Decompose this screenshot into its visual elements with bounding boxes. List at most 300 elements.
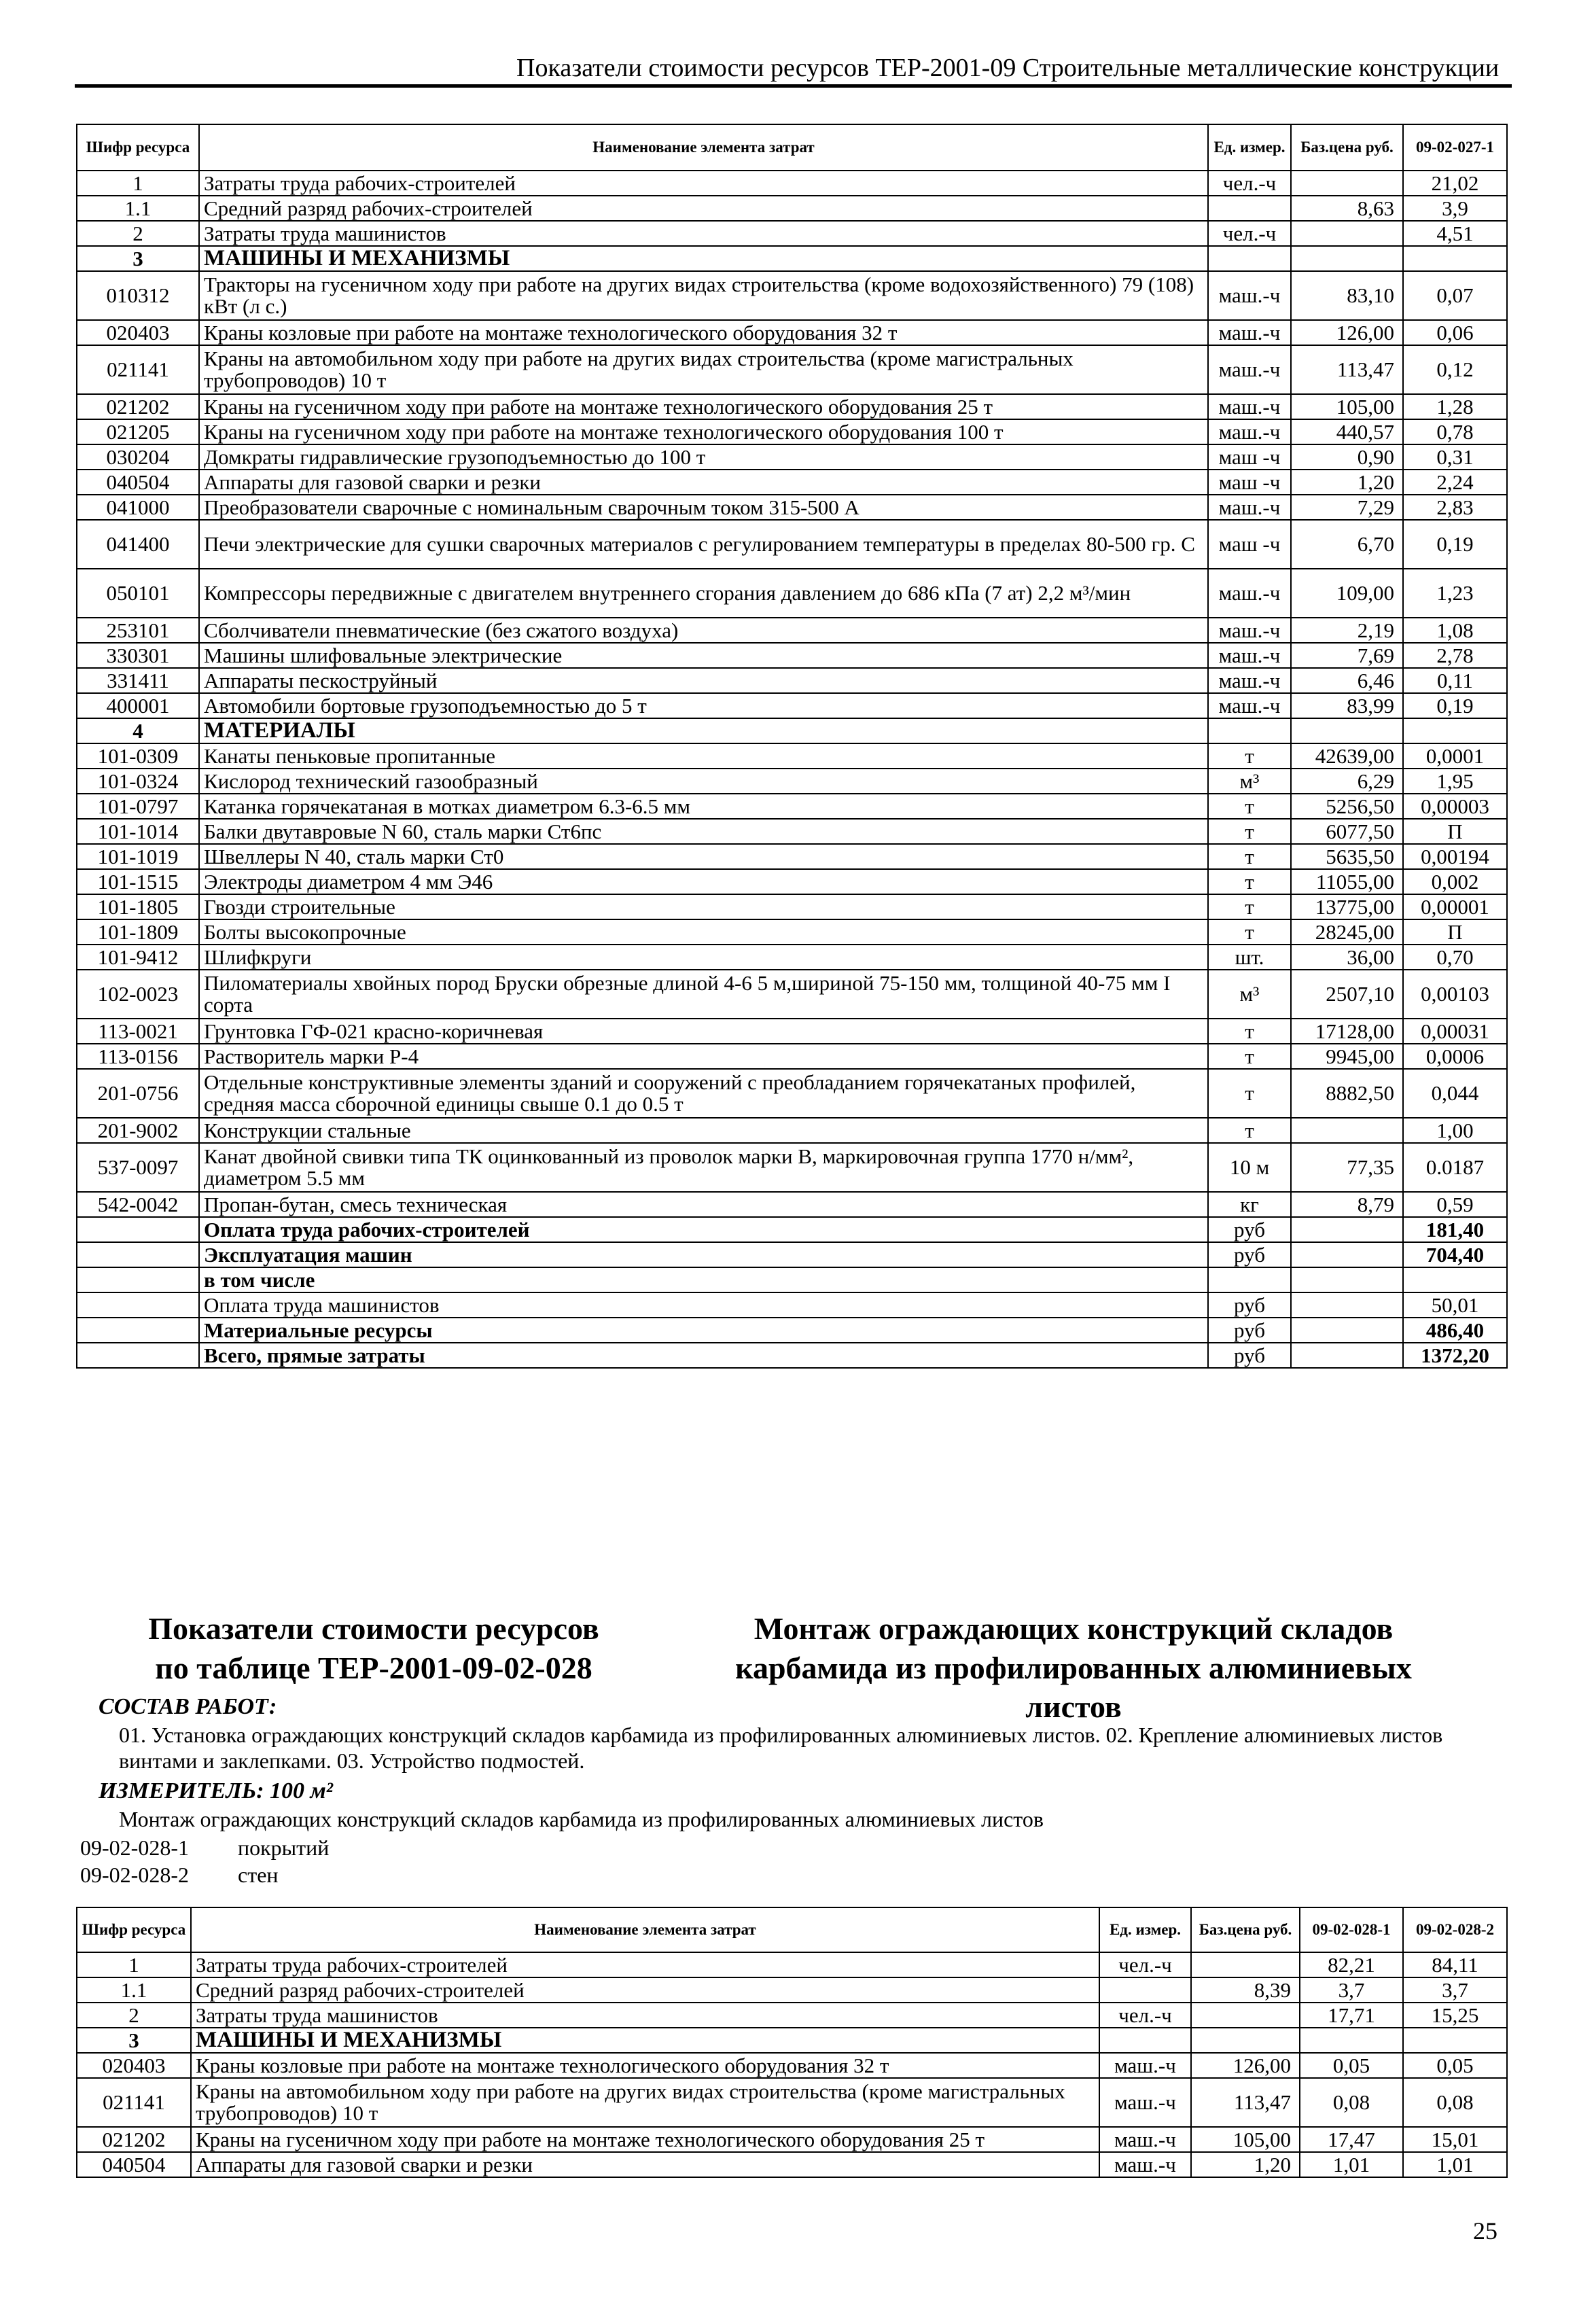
base-price-cell: 13775,00 (1291, 894, 1403, 919)
resource-name: Краны на гусеничном ходу при работе на монтаже технологического оборудования 25 т (199, 394, 1208, 419)
header-col-028-1: 09-02-028-1 (1300, 1907, 1403, 1952)
value-cell-1: 1,28 (1403, 394, 1507, 419)
empty-cell (77, 1267, 199, 1292)
table-row (77, 2053, 1507, 2078)
value-cell-1: 1,95 (1403, 769, 1507, 794)
table-header-row (77, 1907, 1507, 1952)
meter-label: ИЗМЕРИТЕЛЬ: 100 м² (99, 1778, 333, 1803)
work-composition-label: СОСТАВ РАБОТ: (99, 1694, 277, 1719)
resource-code: 101-1809 (77, 919, 199, 945)
base-price-cell: 8,79 (1291, 1192, 1403, 1217)
resources-table-027 (76, 124, 1508, 1369)
base-price-cell: 77,35 (1291, 1143, 1403, 1192)
resource-name: Краны на автомобильном ходу при работе на других видах строительства (кроме магистральных трубопроводов) 10 т (191, 2078, 1099, 2127)
unit-cell: т (1208, 1069, 1291, 1118)
resource-name: Краны на гусеничном ходу при работе на монтаже технологического оборудования 25 т (191, 2127, 1099, 2152)
resource-code: 101-1014 (77, 819, 199, 844)
table-row (77, 1977, 1507, 2003)
resource-code: 3 (77, 2028, 191, 2053)
base-price-cell (1291, 718, 1403, 743)
unit-cell: м³ (1208, 970, 1291, 1019)
resource-name: Аппараты пескоструйный (199, 668, 1208, 693)
total-value: 181,40 (1403, 1217, 1507, 1242)
value-cell-1: 4,51 (1403, 221, 1507, 246)
resource-code: 201-0756 (77, 1069, 199, 1118)
resource-name: Тракторы на гусеничном ходу при работе на других видах строительства (кроме водохозяйственного) 79 (108) кВт (л с.) (199, 271, 1208, 320)
empty-cell (1291, 1267, 1403, 1292)
meter-text: Монтаж ограждающих конструкций складов карбамида из профилированных алюминиевых листов (119, 1807, 1044, 1831)
unit-cell: т (1208, 819, 1291, 844)
unit-cell: руб (1208, 1292, 1291, 1318)
base-price-cell: 28245,00 (1291, 919, 1403, 945)
unit-cell: маш.-ч (1208, 618, 1291, 643)
resource-code: 101-0309 (77, 743, 199, 769)
empty-cell (1291, 1242, 1403, 1267)
value-cell-1: 1,23 (1403, 569, 1507, 618)
value-cell-1: 0,06 (1403, 320, 1507, 345)
value-cell-1: 0,00003 (1403, 794, 1507, 819)
unit-cell: т (1208, 1044, 1291, 1069)
base-price-cell: 17128,00 (1291, 1019, 1403, 1044)
table-row (77, 419, 1507, 444)
base-price-cell: 42639,00 (1291, 743, 1403, 769)
table-row (77, 2078, 1507, 2127)
table-row (77, 1044, 1507, 1069)
resource-name: Сболчиватели пневматические (без сжатого воздуха) (199, 618, 1208, 643)
unit-cell: т (1208, 894, 1291, 919)
table-row (77, 196, 1507, 221)
resource-code: 020403 (77, 2053, 191, 2078)
unit-cell (1099, 2028, 1191, 2053)
total-label: Оплата труда машинистов (199, 1292, 1208, 1318)
value-cell-1: П (1403, 819, 1507, 844)
unit-cell: руб (1208, 1217, 1291, 1242)
table-row (77, 444, 1507, 470)
unit-cell: маш.-ч (1099, 2127, 1191, 2152)
resource-name: Балки двутавровые N 60, сталь марки Ст6пс (199, 819, 1208, 844)
table-row (77, 394, 1507, 419)
value-cell-1: 0,0001 (1403, 743, 1507, 769)
value-cell-1: 0,07 (1403, 271, 1507, 320)
section-row (77, 718, 1507, 743)
resource-code: 101-1019 (77, 844, 199, 869)
table-row (77, 1192, 1507, 1217)
resource-code: 021205 (77, 419, 199, 444)
empty-cell (1291, 1318, 1403, 1343)
value-cell-1: 3,9 (1403, 196, 1507, 221)
resource-name: Канаты пеньковые пропитанные (199, 743, 1208, 769)
table-row (77, 1118, 1507, 1143)
resource-code: 010312 (77, 271, 199, 320)
base-price-cell: 6077,50 (1291, 819, 1403, 844)
table-row (77, 1143, 1507, 1192)
unit-cell: маш.-ч (1208, 394, 1291, 419)
resource-name: Затраты труда машинистов (199, 221, 1208, 246)
total-value: 50,01 (1403, 1292, 1507, 1318)
base-price-cell: 6,29 (1291, 769, 1403, 794)
resource-code: 101-0797 (77, 794, 199, 819)
unit-cell: т (1208, 869, 1291, 894)
empty-cell (77, 1318, 199, 1343)
base-price-cell (1291, 221, 1403, 246)
header-price: Баз.цена руб. (1291, 124, 1403, 171)
resource-code: 040504 (77, 470, 199, 495)
resource-code: 113-0021 (77, 1019, 199, 1044)
base-price-cell (1191, 1952, 1300, 1977)
empty-cell (1291, 1292, 1403, 1318)
value-cell-1: 0.0187 (1403, 1143, 1507, 1192)
resource-code: 020403 (77, 320, 199, 345)
item-code-1: 09-02-028-1 (80, 1835, 189, 1860)
total-label: Всего, прямые затраты (199, 1343, 1208, 1368)
total-label: Эксплуатация машин (199, 1242, 1208, 1267)
header-name: Наименование элемента затрат (191, 1907, 1099, 1952)
total-label: Материальные ресурсы (199, 1318, 1208, 1343)
value-cell-1: 1,01 (1300, 2152, 1403, 2177)
section-title-left: Показатели стоимости ресурсов по таблице ТЕР-2001-09-02-028 (148, 1611, 599, 1685)
header-price: Баз.цена руб. (1191, 1907, 1300, 1952)
base-price-cell: 83,99 (1291, 693, 1403, 718)
resource-code: 2 (77, 221, 199, 246)
base-price-cell: 5635,50 (1291, 844, 1403, 869)
resource-name: Затраты труда машинистов (191, 2003, 1099, 2028)
resource-name: Растворитель марки Р-4 (199, 1044, 1208, 1069)
table-row (77, 743, 1507, 769)
resource-code: 041400 (77, 520, 199, 569)
header-unit: Ед. измер. (1208, 124, 1291, 171)
table-row (77, 569, 1507, 618)
value-cell-1: 0,002 (1403, 869, 1507, 894)
resource-name: Машины шлифовальные электрические (199, 643, 1208, 668)
unit-cell: чел.-ч (1099, 1952, 1191, 1977)
base-price-cell: 105,00 (1191, 2127, 1300, 2152)
resource-code: 1 (77, 1952, 191, 1977)
table-row (77, 171, 1507, 196)
resource-code: 041000 (77, 495, 199, 520)
unit-cell: маш.-ч (1208, 668, 1291, 693)
table-row (77, 345, 1507, 394)
value-cell-1: 0,19 (1403, 520, 1507, 569)
resource-name: МАШИНЫ И МЕХАНИЗМЫ (191, 2028, 1099, 2053)
value-cell-1: 1,08 (1403, 618, 1507, 643)
resource-name: Средний разряд рабочих-строителей (191, 1977, 1099, 2003)
resource-name: Преобразователи сварочные с номинальным сварочным током 315-500 А (199, 495, 1208, 520)
resource-name: Грунтовка ГФ-021 красно-коричневая (199, 1019, 1208, 1044)
base-price-cell: 2507,10 (1291, 970, 1403, 1019)
total-value: 1372,20 (1403, 1343, 1507, 1368)
resource-code: 1.1 (77, 1977, 191, 2003)
resource-code: 101-1515 (77, 869, 199, 894)
resource-name: Краны на гусеничном ходу при работе на монтаже технологического оборудования 100 т (199, 419, 1208, 444)
resource-name: Затраты труда рабочих-строителей (199, 171, 1208, 196)
value-cell-1: 0,78 (1403, 419, 1507, 444)
base-price-cell: 1,20 (1291, 470, 1403, 495)
unit-cell: маш.-ч (1099, 2078, 1191, 2127)
unit-cell (1208, 718, 1291, 743)
resource-name: Швеллеры N 40, сталь марки Ст0 (199, 844, 1208, 869)
base-price-cell (1291, 1118, 1403, 1143)
unit-cell: маш -ч (1208, 444, 1291, 470)
base-price-cell: 7,69 (1291, 643, 1403, 668)
work-composition-text: 01. Установка ограждающих конструкций складов карбамида из профилированных алюминиевых листов. 02. Крепление алюминиевых листов винтами и заклепками. 03. Устройство подмостей. (119, 1723, 1443, 1774)
table-row (77, 970, 1507, 1019)
value-cell-1: 0,31 (1403, 444, 1507, 470)
resource-code: 1.1 (77, 196, 199, 221)
table-row (77, 2152, 1507, 2177)
resource-code: 3 (77, 246, 199, 271)
table-row (77, 869, 1507, 894)
resource-name: Аппараты для газовой сварки и резки (199, 470, 1208, 495)
item-label-2: стен (238, 1863, 279, 1887)
table-row (77, 1019, 1507, 1044)
unit-cell: руб (1208, 1343, 1291, 1368)
value-cell-1: 0,70 (1403, 945, 1507, 970)
header-rule (75, 84, 1512, 88)
unit-cell: маш -ч (1208, 470, 1291, 495)
resource-code: 101-1805 (77, 894, 199, 919)
base-price-cell: 8,63 (1291, 196, 1403, 221)
table-header-row (77, 124, 1507, 171)
base-price-cell: 1,20 (1191, 2152, 1300, 2177)
value-cell-1: 21,02 (1403, 171, 1507, 196)
resource-name: Компрессоры передвижные с двигателем внутреннего сгорания давлением до 686 кПа (7 ат) 2,2 м³/мин (199, 569, 1208, 618)
resource-code: 253101 (77, 618, 199, 643)
base-price-cell: 2,19 (1291, 618, 1403, 643)
table-row (77, 945, 1507, 970)
unit-cell: т (1208, 919, 1291, 945)
base-price-cell: 5256,50 (1291, 794, 1403, 819)
section-row (77, 246, 1507, 271)
base-price-cell: 113,47 (1191, 2078, 1300, 2127)
table-row (77, 2127, 1507, 2152)
resource-name: Затраты труда рабочих-строителей (191, 1952, 1099, 1977)
total-value: 486,40 (1403, 1318, 1507, 1343)
unit-cell: т (1208, 743, 1291, 769)
table-row (77, 1069, 1507, 1118)
unit-cell: шт. (1208, 945, 1291, 970)
unit-cell: маш.-ч (1208, 271, 1291, 320)
value-cell-1: 17,47 (1300, 2127, 1403, 2152)
base-price-cell: 105,00 (1291, 394, 1403, 419)
page-number: 25 (1473, 2217, 1497, 2244)
table-row (77, 320, 1507, 345)
resource-name: Отдельные конструктивные элементы зданий и сооружений с преобладанием горячекатаных профилей, средняя масса сборочной единицы свыше 0.1 до 0.5 т (199, 1069, 1208, 1118)
section-title-right: Монтаж ограждающих конструкций складов карбамида из профилированных алюминиевых листов (735, 1611, 1412, 1724)
table-row (77, 794, 1507, 819)
unit-cell: 10 м (1208, 1143, 1291, 1192)
resource-name: Конструкции стальные (199, 1118, 1208, 1143)
resource-name: Канат двойной свивки типа ТК оцинкованный из проволок марки В, маркировочная группа 1770 н/мм², диаметром 5.5 мм (199, 1143, 1208, 1192)
base-price-cell: 126,00 (1191, 2053, 1300, 2078)
value-cell-1: 2,78 (1403, 643, 1507, 668)
value-cell-1: 0,0006 (1403, 1044, 1507, 1069)
header-unit: Ед. измер. (1099, 1907, 1191, 1952)
base-price-cell: 8,39 (1191, 1977, 1300, 2003)
unit-cell: т (1208, 794, 1291, 819)
total-row (77, 1242, 1507, 1267)
total-row (77, 1267, 1507, 1292)
empty-cell (1291, 1343, 1403, 1368)
resource-name: МАТЕРИАЛЫ (199, 718, 1208, 743)
header-code: Шифр ресурса (77, 1907, 191, 1952)
value-cell-1: 0,08 (1300, 2078, 1403, 2127)
table-row (77, 470, 1507, 495)
value-cell-1: 0,00194 (1403, 844, 1507, 869)
resource-name: Аппараты для газовой сварки и резки (191, 2152, 1099, 2177)
empty-cell (77, 1292, 199, 1318)
table-row (77, 769, 1507, 794)
empty-cell (77, 1242, 199, 1267)
table-body (77, 1952, 1507, 2177)
resource-name: Пропан-бутан, смесь техническая (199, 1192, 1208, 1217)
total-value: 704,40 (1403, 1242, 1507, 1267)
resource-name: Краны на автомобильном ходу при работе на других видах строительства (кроме магистральных трубопроводов) 10 т (199, 345, 1208, 394)
resource-name: Краны козловые при работе на монтаже технологического оборудования 32 т (191, 2053, 1099, 2078)
resource-code: 4 (77, 718, 199, 743)
unit-cell: маш.-ч (1099, 2152, 1191, 2177)
value-cell-1: 3,7 (1300, 1977, 1403, 2003)
resource-name: Гвозди строительные (199, 894, 1208, 919)
table-row (77, 819, 1507, 844)
table-row (77, 693, 1507, 718)
table-row (77, 221, 1507, 246)
item-label-1: покрытий (238, 1835, 330, 1860)
base-price-cell: 126,00 (1291, 320, 1403, 345)
unit-cell: маш.-ч (1208, 345, 1291, 394)
resource-code: 040504 (77, 2152, 191, 2177)
value-cell-1: 0,12 (1403, 345, 1507, 394)
unit-cell: руб (1208, 1242, 1291, 1267)
value-cell-2: 15,25 (1403, 2003, 1507, 2028)
page-header: Показатели стоимости ресурсов ТЕР-2001-09 Строительные металлические конструкции (516, 54, 1500, 82)
empty-cell (77, 1343, 199, 1368)
unit-cell: маш.-ч (1208, 693, 1291, 718)
resource-name: Краны козловые при работе на монтаже технологического оборудования 32 т (199, 320, 1208, 345)
table-row (77, 1952, 1507, 1977)
resource-code: 101-9412 (77, 945, 199, 970)
unit-cell: маш -ч (1208, 520, 1291, 569)
value-cell-1: 2,83 (1403, 495, 1507, 520)
resource-name: Печи электрические для сушки сварочных материалов с регулированием температуры в пределах 80-500 гр. С (199, 520, 1208, 569)
resources-table-028 (76, 1907, 1508, 2178)
total-row (77, 1217, 1507, 1242)
resource-name: Средний разряд рабочих-строителей (199, 196, 1208, 221)
resource-name: Болты высокопрочные (199, 919, 1208, 945)
base-price-cell: 109,00 (1291, 569, 1403, 618)
resource-code: 400001 (77, 693, 199, 718)
base-price-cell: 0,90 (1291, 444, 1403, 470)
table-row (77, 495, 1507, 520)
unit-cell: маш.-ч (1208, 569, 1291, 618)
empty-cell (77, 1217, 199, 1242)
total-label: в том числе (199, 1267, 1208, 1292)
base-price-cell: 440,57 (1291, 419, 1403, 444)
resource-name: Пиломатериалы хвойных пород Бруски обрезные длиной 4-6 5 м,шириной 75-150 мм, толщиной 40-75 мм I сорта (199, 970, 1208, 1019)
resource-code: 331411 (77, 668, 199, 693)
value-cell-2: 0,05 (1403, 2053, 1507, 2078)
section-row (77, 2028, 1507, 2053)
total-label: Оплата труда рабочих-строителей (199, 1217, 1208, 1242)
unit-cell: т (1208, 1118, 1291, 1143)
unit-cell: руб (1208, 1318, 1291, 1343)
total-row (77, 1343, 1507, 1368)
item-code-2: 09-02-028-2 (80, 1863, 189, 1887)
value-cell-1: 0,00031 (1403, 1019, 1507, 1044)
unit-cell: м³ (1208, 769, 1291, 794)
base-price-cell: 113,47 (1291, 345, 1403, 394)
table-row (77, 643, 1507, 668)
table-row (77, 919, 1507, 945)
resource-name: МАШИНЫ И МЕХАНИЗМЫ (199, 246, 1208, 271)
table-row (77, 844, 1507, 869)
value-cell-1: 0,11 (1403, 668, 1507, 693)
value-cell-1: 1,00 (1403, 1118, 1507, 1143)
resource-code: 021141 (77, 2078, 191, 2127)
unit-cell (1208, 246, 1291, 271)
value-cell-1 (1403, 246, 1507, 271)
base-price-cell: 8882,50 (1291, 1069, 1403, 1118)
value-cell-1 (1300, 2028, 1403, 2053)
value-cell-1: П (1403, 919, 1507, 945)
resource-code: 537-0097 (77, 1143, 199, 1192)
unit-cell: маш.-ч (1208, 320, 1291, 345)
value-cell-1: 0,05 (1300, 2053, 1403, 2078)
resource-name: Катанка горячекатаная в мотках диаметром 6.3-6.5 мм (199, 794, 1208, 819)
value-cell-1: 0,59 (1403, 1192, 1507, 1217)
base-price-cell: 36,00 (1291, 945, 1403, 970)
value-cell-1: 82,21 (1300, 1952, 1403, 1977)
table-row (77, 668, 1507, 693)
value-cell-1: 17,71 (1300, 2003, 1403, 2028)
unit-cell: маш.-ч (1099, 2053, 1191, 2078)
unit-cell: т (1208, 1019, 1291, 1044)
base-price-cell (1291, 246, 1403, 271)
value-cell-1: 0,00103 (1403, 970, 1507, 1019)
value-cell-1: 2,24 (1403, 470, 1507, 495)
resource-code: 113-0156 (77, 1044, 199, 1069)
unit-cell: маш.-ч (1208, 419, 1291, 444)
base-price-cell: 6,70 (1291, 520, 1403, 569)
resource-code: 021202 (77, 394, 199, 419)
table-row (77, 618, 1507, 643)
resource-code: 2 (77, 2003, 191, 2028)
value-cell-1 (1403, 718, 1507, 743)
empty-cell (1291, 1217, 1403, 1242)
unit-cell (1208, 196, 1291, 221)
value-cell-1: 0,19 (1403, 693, 1507, 718)
unit-cell: кг (1208, 1192, 1291, 1217)
resource-name: Автомобили бортовые грузоподъемностью до 5 т (199, 693, 1208, 718)
base-price-cell (1191, 2028, 1300, 2053)
unit-cell (1208, 1267, 1291, 1292)
table-row (77, 894, 1507, 919)
resource-name: Домкраты гидравлические грузоподъемностью до 100 т (199, 444, 1208, 470)
total-row (77, 1292, 1507, 1318)
header-name: Наименование элемента затрат (199, 124, 1208, 171)
value-cell-1: 0,00001 (1403, 894, 1507, 919)
resource-code: 021202 (77, 2127, 191, 2152)
unit-cell: чел.-ч (1208, 221, 1291, 246)
value-cell-2 (1403, 2028, 1507, 2053)
resource-code: 030204 (77, 444, 199, 470)
base-price-cell: 6,46 (1291, 668, 1403, 693)
total-row (77, 1318, 1507, 1343)
value-cell-2: 15,01 (1403, 2127, 1507, 2152)
value-cell-2: 3,7 (1403, 1977, 1507, 2003)
table-row (77, 520, 1507, 569)
unit-cell: маш.-ч (1208, 495, 1291, 520)
resource-code: 101-0324 (77, 769, 199, 794)
